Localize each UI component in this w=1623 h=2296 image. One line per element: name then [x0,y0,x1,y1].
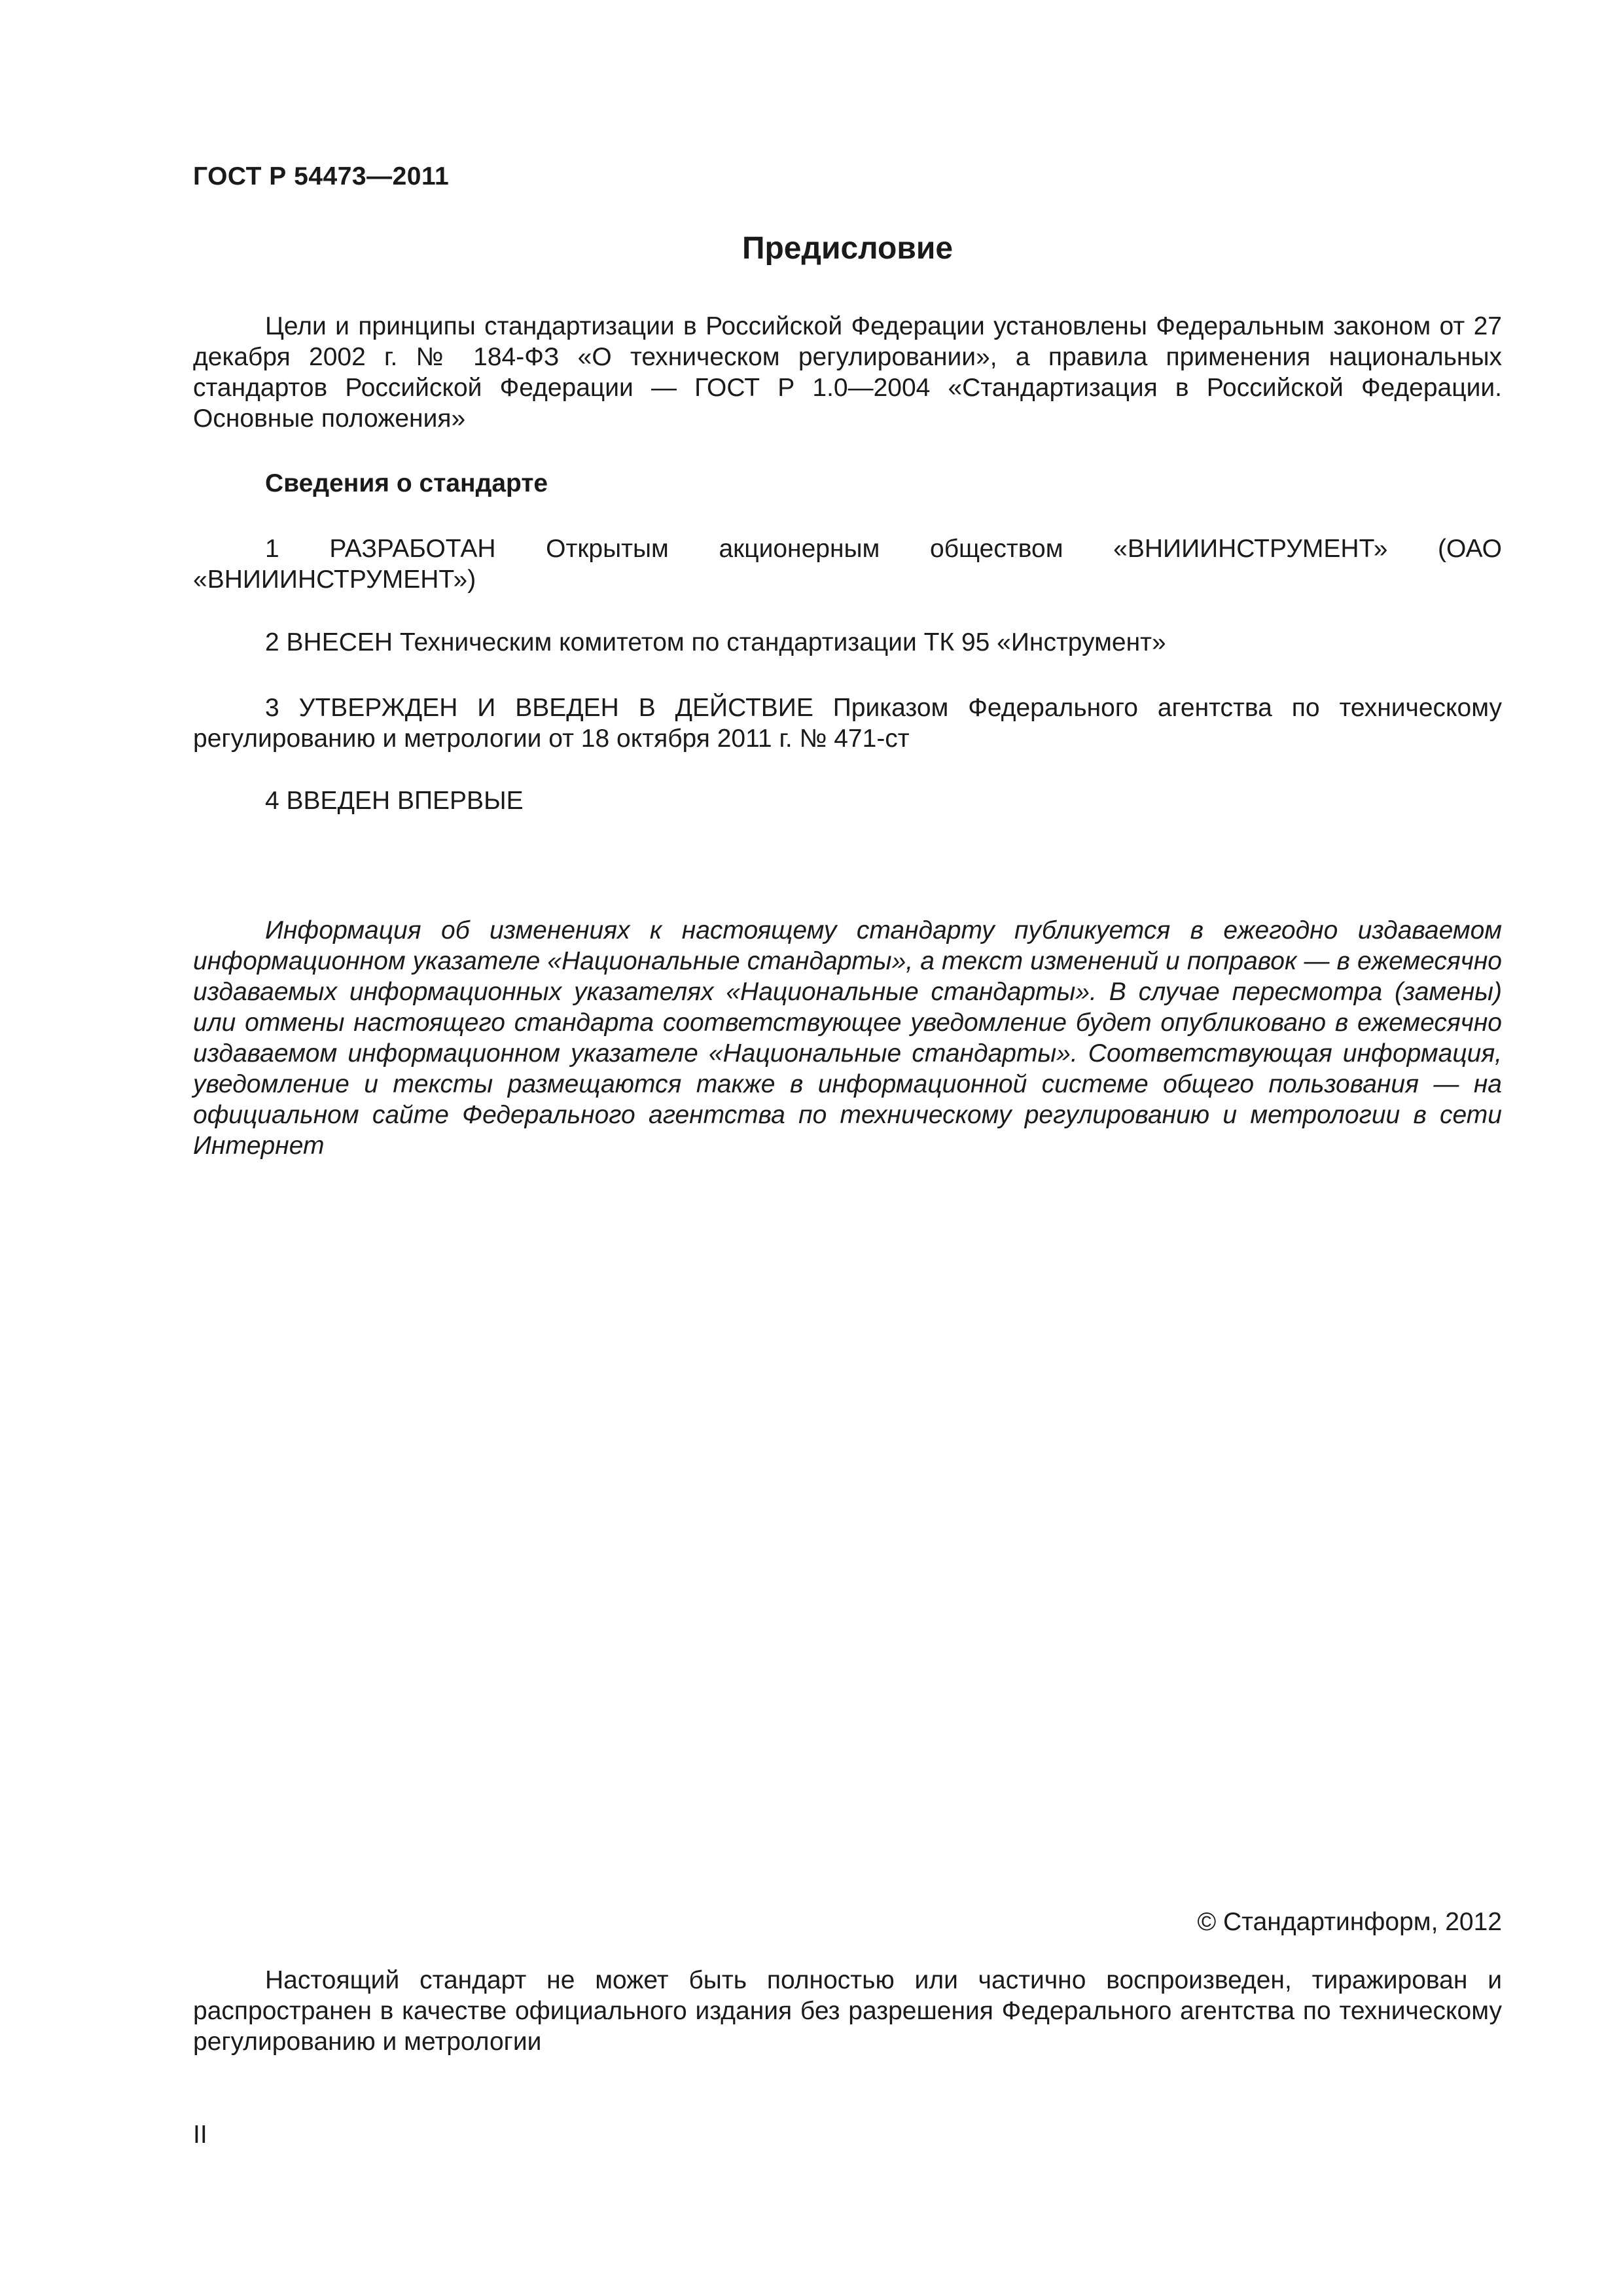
changes-notice: Информация об изменениях к настоящему стандарту публикуется в ежегодно издаваемом информационном указателе «Национальные стандарты», а текст изменений и поправок — в ежемесячно издаваемых информационных указателях «Национальные стандарты». В случае пересмотра (замены) или отмены настоящего стандарта соответствующее уведомление будет опубликовано в ежемесячно издаваемом информационном указателе «Национальные стандарты». Соответствующая информация, уведомление и тексты размещаются также в информационной системе общего пользования — на официальном сайте Федерального агентства по техническому регулированию и метрологии в сети Интернет [193,916,1502,1160]
reproduction-notice: Настоящий стандарт не может быть полностью или частично воспроизведен, тиражирован и распространен в качестве официального издания без разрешения Федерального агентства по техническому регулированию и метрологии [193,1966,1502,2056]
document-code: ГОСТ Р 54473—2011 [193,162,450,190]
standard-info-item-4: 4 ВВЕДЕН ВПЕРВЫЕ [265,787,524,815]
intro-paragraph: Цели и принципы стандартизации в Российской Федерации установлены Федеральным законом от 27 декабря 2002 г. № 184-ФЗ «О техническом регулировании», а правила применения национальных стандартов Российской Федерации — ГОСТ Р 1.0—2004 «Стандартизация в Российской Федерации. Основные положения» [193,312,1502,433]
copyright-notice: © Стандартинформ, 2012 [1197,1908,1502,1936]
document-page [193,0,1502,2296]
standard-info-item-1: 1 РАЗРАБОТАН Открытым акционерным обществом «ВНИИИНСТРУМЕНТ» (ОАО «ВНИИИНСТРУМЕНТ») [193,535,1502,594]
standard-info-item-2: 2 ВНЕСЕН Техническим комитетом по стандартизации ТК 95 «Инструмент» [265,628,1166,656]
standard-info-item-3: 3 УТВЕРЖДЕН И ВВЕДЕН В ДЕЙСТВИЕ Приказом Федерального агентства по техническому регулированию и метрологии от 18 октября 2011 г. № 471-ст [193,694,1502,753]
page-number: II [193,2121,207,2149]
standard-info-heading: Сведения о стандарте [265,469,548,497]
page-title: Предисловие [741,231,954,266]
